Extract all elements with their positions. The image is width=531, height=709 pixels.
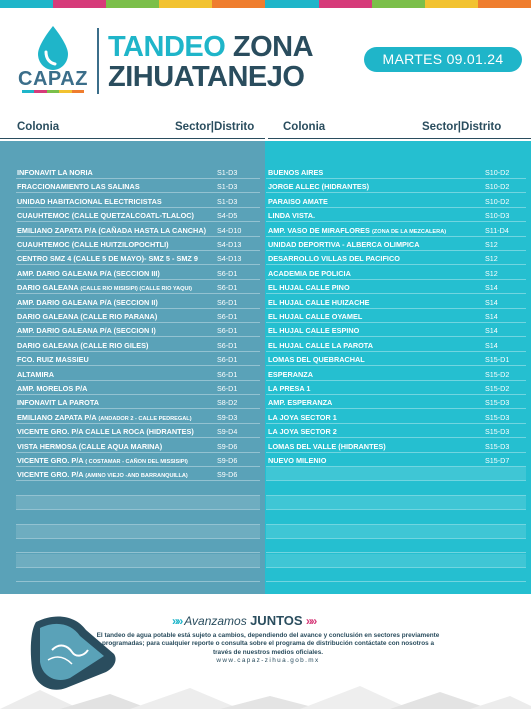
colonia-name	[268, 209, 315, 222]
water-drop-icon	[36, 26, 70, 70]
sector-distrito: S15-D2	[485, 369, 510, 379]
colonia-name	[268, 382, 310, 395]
colonia-label: EL HUJAL CALLE OYAMEL	[268, 312, 363, 321]
left-table-row	[17, 281, 257, 294]
footer-disclaimer	[88, 632, 448, 657]
colonia-label: FRACCIONAMIENTO LAS SALINAS	[17, 182, 140, 192]
footer-slogan	[172, 613, 315, 628]
sector-distrito: S10-D2	[485, 182, 510, 192]
colonia-name	[17, 368, 54, 381]
colonia-label: ACADEMIA DE POLICIA	[268, 268, 351, 278]
left-row-divider	[16, 567, 260, 568]
sector-distrito: S4-D5	[217, 211, 238, 221]
colonia-label: EL HUJAL CALLE LA PAROTA	[268, 340, 373, 350]
colonia-name	[268, 396, 332, 409]
colonia-label: ESPERANZA	[268, 369, 314, 379]
sector-distrito: S1-D3	[217, 196, 238, 206]
left-empty-row	[16, 554, 260, 567]
sector-distrito: S6-D1	[217, 340, 238, 350]
sector-distrito: S6-D1	[217, 355, 238, 365]
left-table-row	[17, 166, 257, 179]
colonia-name	[268, 267, 351, 280]
left-table-row	[17, 324, 257, 337]
left-table-row	[17, 252, 257, 265]
left-table-row	[17, 339, 257, 352]
left-table-row	[17, 425, 257, 438]
sector-distrito: S6-D1	[217, 312, 238, 321]
sector-distrito: S14	[485, 283, 498, 293]
title-tandeo: TANDEO	[108, 31, 226, 63]
colonia-name	[17, 411, 192, 426]
slogan-arrows-right: »»	[305, 614, 316, 628]
left-header-rule	[0, 138, 265, 139]
colonia-label: DARIO GALEANA (CALLE RIO PARANA)	[17, 312, 158, 321]
colonia-name	[17, 310, 157, 323]
page-title-line1	[108, 32, 313, 62]
title-zona: ZONA	[232, 31, 314, 63]
slogan-arrows-left: »»	[172, 614, 182, 628]
sector-distrito: S9-D3	[217, 412, 238, 422]
colonia-label: ALTAMIRA	[17, 369, 55, 379]
right-table-row	[268, 281, 525, 294]
right-table-row	[268, 180, 525, 193]
colonia-name	[17, 252, 198, 265]
left-table-row	[17, 209, 257, 222]
left-table-row	[17, 267, 257, 280]
right-header-sector: Sector|Distrito	[422, 121, 502, 133]
header-divider	[97, 28, 99, 94]
colonia-label: VISTA HERMOSA (CALLE AQUA MARINA)	[17, 441, 163, 451]
sector-distrito: S6-D1	[217, 283, 238, 293]
colonia-name	[17, 324, 156, 337]
left-table-row	[17, 195, 257, 208]
colonia-name	[17, 238, 169, 251]
colonia-name	[268, 238, 419, 251]
colonia-label: EMILIANO ZAPATA P/A (CAÑADA HASTA LA CANCHA)	[17, 225, 207, 235]
colonia-name	[268, 180, 369, 193]
colonia-label: EL HUJAL CALLE ESPINO	[268, 326, 360, 336]
slogan-word: Avanzamos	[184, 614, 247, 628]
colonia-note: (AMINO VIEJO -AND BARRANQUILLA)	[85, 473, 188, 480]
top-color-bar	[0, 0, 531, 8]
colonia-name	[268, 353, 365, 366]
sector-distrito: S1-D3	[217, 182, 238, 192]
sector-distrito: S9-D6	[217, 470, 238, 480]
sector-distrito: S9-D6	[217, 441, 238, 451]
disclaimer-line-1: El tandeo de agua potable está sujeto a cambios, dependiendo del avance y conclusión en sectores previamente	[96, 632, 440, 639]
sector-distrito: S6-D1	[217, 297, 238, 307]
sector-distrito: S15-D3	[485, 441, 510, 451]
left-table-row	[17, 440, 257, 453]
right-row-divider	[266, 581, 526, 582]
right-row-divider	[266, 567, 526, 568]
colonia-label: UNIDAD HABITACIONAL ELECTRICISTAS	[17, 196, 162, 206]
colonia-label: FCO. RUIZ MASSIEU	[17, 355, 89, 365]
colonia-label: LA JOYA SECTOR 2	[268, 427, 337, 437]
logo-stripes	[22, 90, 84, 93]
sector-distrito: S6-D1	[217, 384, 238, 393]
sector-distrito: S4-D10	[217, 225, 242, 235]
left-table-row	[17, 224, 257, 237]
right-header-rule	[268, 138, 531, 139]
colonia-label: BUENOS AIRES	[268, 168, 324, 177]
disclaimer-line-2: programadas; para cualquier reporte o consulta sobre el programa de distribución contáctate con nosotros a	[101, 640, 435, 648]
colonia-label: VICENTE GRO. P/A	[17, 456, 86, 465]
sector-distrito: S6-D1	[217, 326, 238, 336]
colonia-name	[17, 382, 87, 395]
page-title-line2: ZIHUATANEJO	[108, 61, 305, 93]
right-empty-row	[266, 554, 526, 567]
sector-distrito: S15-D3	[485, 398, 510, 408]
colonia-label: AMP. DARIO GALEANA P/A (SECCION III)	[17, 268, 160, 278]
colonia-label: VICENTE GRO. P/A	[17, 470, 86, 480]
colonia-name	[17, 224, 206, 237]
right-table-row	[268, 425, 525, 438]
colonia-name	[17, 425, 194, 438]
sector-distrito: S14	[485, 326, 498, 336]
logo-wordmark: CAPAZ	[18, 68, 88, 90]
colonia-name	[17, 166, 93, 179]
sector-distrito: S10-D2	[485, 168, 510, 177]
left-row-divider	[16, 509, 260, 510]
colonia-name	[17, 195, 162, 208]
right-row-divider	[266, 480, 526, 481]
right-empty-row	[266, 496, 526, 509]
sector-distrito: S12	[485, 240, 498, 249]
sector-distrito: S11-D4	[485, 225, 509, 235]
colonia-label: LOMAS DEL VALLE (HIDRANTES)	[268, 441, 386, 451]
right-row-divider	[266, 538, 526, 539]
left-table-row	[17, 396, 257, 409]
colonia-name	[268, 195, 328, 208]
colonia-label: AMP. DARIO GALEANA P/A (SECCION I)	[17, 326, 156, 336]
right-table-row	[268, 296, 525, 309]
colonia-label: DESARROLLO VILLAS DEL PACIFICO	[268, 254, 400, 264]
colonia-label: CENTRO SMZ 4 (CALLE 5 DE MAYO)- SMZ 5 - SMZ 9	[17, 254, 198, 264]
colonia-label: LA PRESA 1	[268, 384, 311, 393]
left-table-row	[17, 238, 257, 251]
colonia-name	[268, 368, 313, 381]
colonia-label: NUEVO MILENIO	[268, 456, 327, 465]
colonia-name	[268, 252, 400, 265]
sector-distrito: S14	[485, 297, 498, 307]
colonia-label: AMP. DARIO GALEANA P/A (SECCION II)	[17, 297, 158, 307]
left-table-row	[17, 454, 257, 467]
colonia-label: JORGE ALLEC (HIDRANTES)	[268, 182, 370, 192]
colonia-label: EL HUJAL CALLE HUIZACHE	[268, 297, 370, 307]
right-table-row	[268, 353, 525, 366]
colonia-name	[268, 224, 446, 239]
left-table-row	[17, 180, 257, 193]
right-table-row	[268, 166, 525, 179]
right-table-row	[268, 454, 525, 467]
colonia-note: (CALLE RIO MISISIPI) (CALLE RIO YAQUI)	[80, 286, 192, 293]
sector-distrito: S6-D1	[217, 268, 238, 278]
footer-triangle-pattern	[0, 676, 531, 709]
sector-distrito: S4-D13	[217, 240, 242, 249]
colonia-label: DARIO GALEANA (CALLE RIO GILES)	[17, 340, 149, 350]
colonia-label: DARIO GALEANA	[17, 283, 81, 293]
colonia-name	[268, 310, 362, 323]
right-table-row	[268, 195, 525, 208]
colonia-label: EMILIANO ZAPATA P/A	[17, 412, 99, 422]
sector-distrito: S14	[485, 340, 498, 350]
colonia-name	[268, 281, 350, 294]
right-row-divider	[266, 509, 526, 510]
sector-distrito: S10-D3	[485, 211, 510, 221]
colonia-name	[17, 440, 162, 453]
right-table-row	[268, 252, 525, 265]
left-header-colonia: Colonia	[17, 121, 60, 133]
sector-distrito: S15-D3	[485, 412, 510, 422]
sector-distrito: S4-D13	[217, 254, 242, 264]
left-row-divider	[16, 538, 260, 539]
right-table-row	[268, 440, 525, 453]
right-empty-row	[266, 467, 526, 480]
sector-distrito: S6-D1	[217, 369, 238, 379]
sector-distrito: S10-D2	[485, 196, 510, 206]
slogan-strong: JUNTOS	[250, 613, 303, 628]
right-table-row	[268, 267, 525, 280]
colonia-label: INFONAVIT LA PAROTA	[17, 398, 100, 408]
left-table-row	[17, 296, 257, 309]
colonia-label: AMP. VASO DE MIRAFLORES	[268, 225, 372, 235]
colonia-name	[17, 396, 99, 409]
left-empty-row	[16, 496, 260, 509]
sector-distrito: S15-D7	[485, 456, 510, 465]
colonia-name	[17, 468, 188, 483]
colonia-label: LOMAS DEL QUEBRACHAL	[268, 355, 365, 365]
right-table-row	[268, 324, 525, 337]
colonia-label: LA JOYA SECTOR 1	[268, 412, 337, 422]
left-table-row	[17, 468, 257, 481]
right-table-row	[268, 310, 525, 323]
left-table-row	[17, 353, 257, 366]
colonia-name	[268, 324, 359, 337]
colonia-label: UNIDAD DEPORTIVA - ALBERCA OLIMPICA	[268, 240, 420, 249]
left-table-row	[17, 382, 257, 395]
colonia-label: INFONAVIT LA NORIA	[17, 168, 93, 177]
colonia-name	[17, 267, 160, 280]
sector-distrito: S1-D3	[217, 168, 238, 177]
left-row-divider	[16, 581, 260, 582]
colonia-name	[268, 440, 386, 453]
sector-distrito: S12	[485, 268, 498, 278]
sector-distrito: S15-D2	[485, 384, 510, 393]
right-table-row	[268, 411, 525, 424]
colonia-name	[17, 339, 148, 352]
right-table-row	[268, 209, 525, 222]
capaz-logo	[16, 26, 90, 94]
colonia-note: (ZONA DE LA MEZCALERA)	[371, 228, 447, 235]
colonia-name	[17, 281, 192, 296]
sector-distrito: S9-D6	[217, 456, 238, 465]
colonia-label: CUAUHTEMOC (CALLE HUITZILOPOCHTLI)	[17, 240, 169, 249]
date-badge: MARTES 09.01.24	[364, 47, 522, 72]
colonia-name	[268, 425, 337, 438]
right-header-colonia: Colonia	[283, 121, 326, 133]
right-empty-row	[266, 525, 526, 538]
sector-distrito: S8-D2	[217, 398, 238, 408]
colonia-name	[17, 180, 140, 193]
right-table-row	[268, 368, 525, 381]
colonia-name	[268, 296, 370, 309]
colonia-name	[17, 296, 158, 309]
left-empty-row	[16, 525, 260, 538]
right-table-row	[268, 224, 525, 237]
colonia-label: PARAISO AMATE	[268, 196, 328, 206]
left-table-row	[17, 310, 257, 323]
sector-distrito: S14	[485, 312, 498, 321]
colonia-name	[268, 454, 326, 467]
colonia-note: (ANDADOR 2 - CALLE PEDREGAL)	[98, 415, 192, 422]
left-table-row	[17, 368, 257, 381]
colonia-label: LINDA VISTA.	[268, 211, 316, 221]
colonia-label: EL HUJAL CALLE PINO	[268, 283, 350, 293]
left-table-row	[17, 411, 257, 424]
colonia-name	[268, 166, 323, 179]
colonia-label: CUAUHTEMOC (CALLE QUETZALCOATL-TLALOC)	[17, 211, 194, 221]
right-table-row	[268, 238, 525, 251]
colonia-label: VICENTE GRO. P/A CALLE LA ROCA (HIDRANTES)	[17, 427, 194, 437]
right-table-row	[268, 396, 525, 409]
colonia-label: AMP. ESPERANZA	[268, 398, 333, 408]
left-header-sector: Sector|Distrito	[175, 121, 255, 133]
sector-distrito: S12	[485, 254, 498, 264]
right-table-row	[268, 339, 525, 352]
colonia-name	[17, 454, 188, 469]
sector-distrito: S9-D4	[217, 427, 238, 437]
sector-distrito: S15-D3	[485, 427, 510, 437]
colonia-label: AMP. MORELOS P/A	[17, 384, 88, 393]
sector-distrito: S15-D1	[485, 355, 510, 365]
disclaimer-line-3: través de nuestros medios oficiales.	[212, 648, 324, 656]
colonia-name	[268, 411, 337, 424]
right-table-row	[268, 382, 525, 395]
colonia-name	[268, 339, 373, 352]
colonia-note: ( COSTAMAR - CAÑON DEL MISSISIPI)	[85, 459, 188, 465]
colonia-name	[17, 353, 89, 366]
colonia-name	[17, 209, 194, 222]
footer-url[interactable]: www.capaz-zihua.gob.mx	[216, 657, 320, 664]
